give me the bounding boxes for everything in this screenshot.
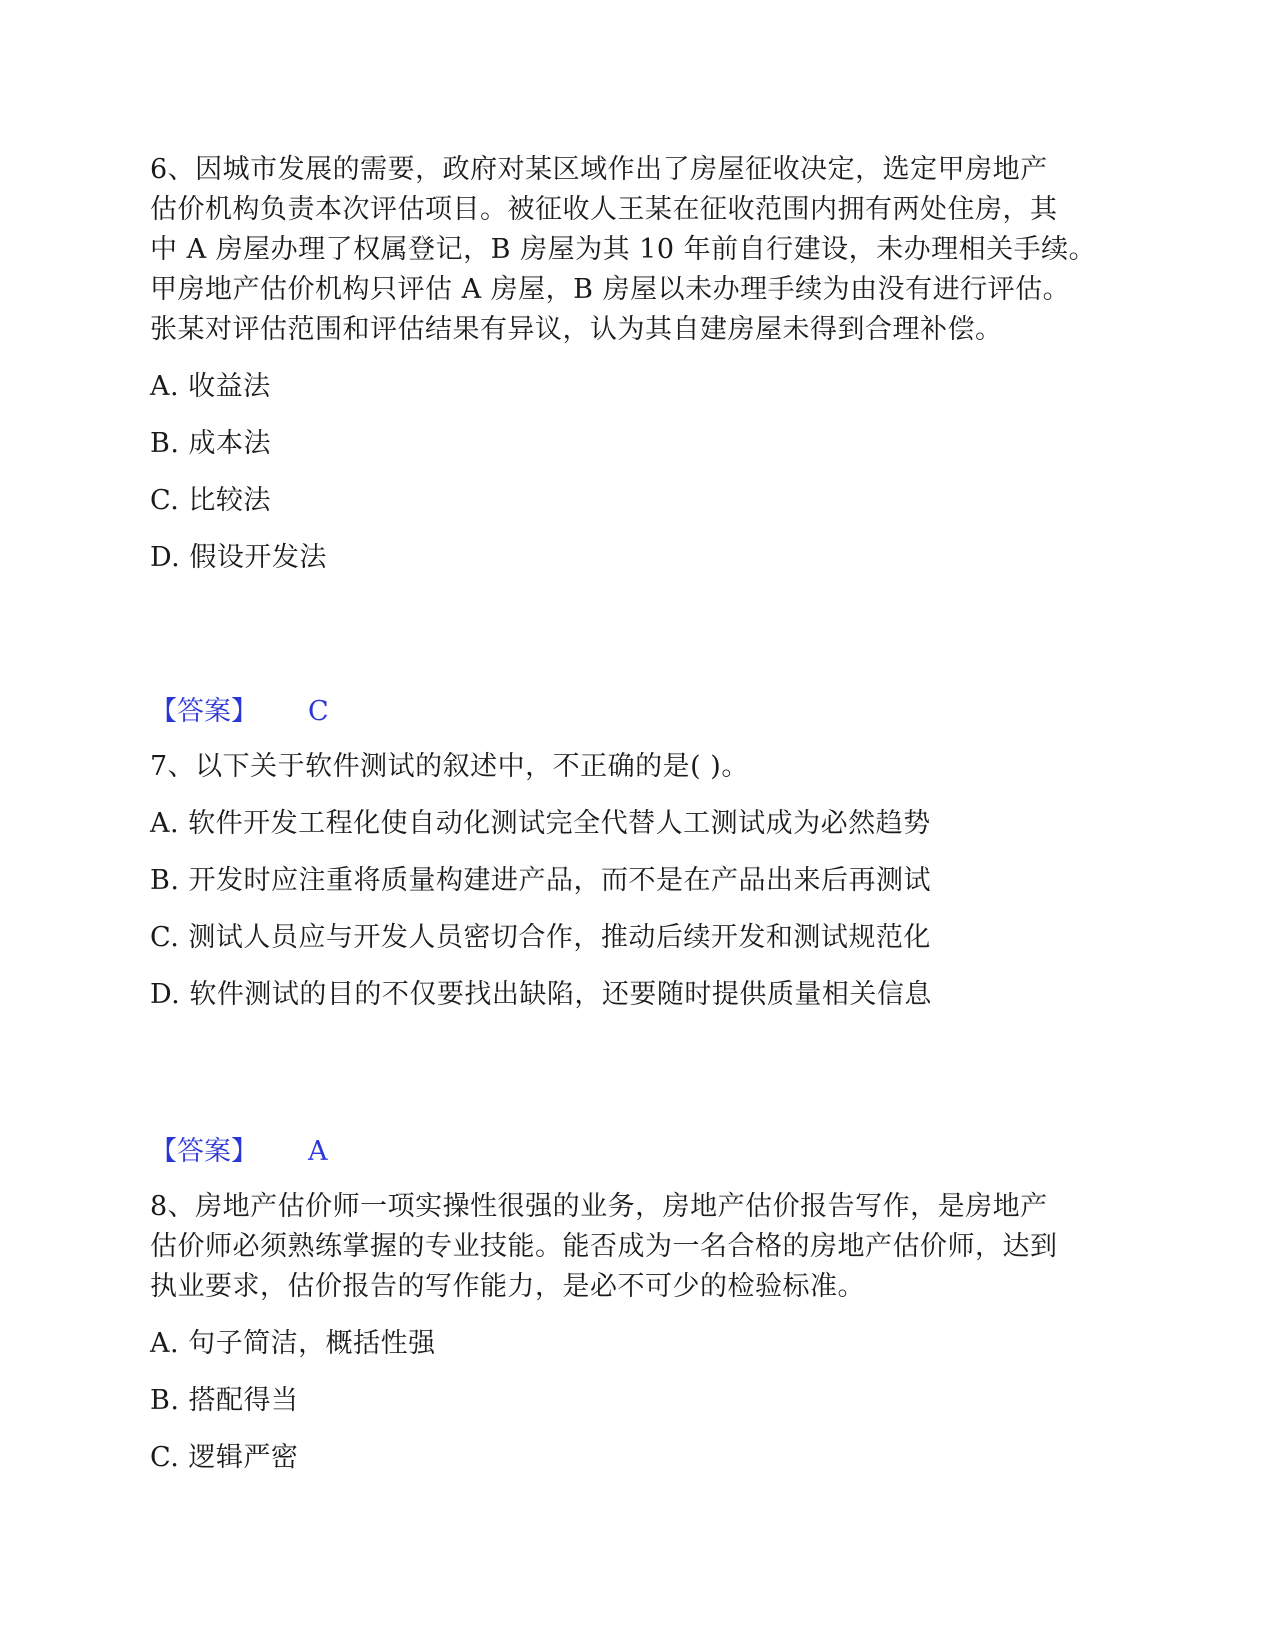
question-7 (150, 747, 1110, 1015)
question-6 (150, 150, 1110, 578)
answer-label: 【答案】 (150, 696, 258, 727)
option-b: B. 成本法 (150, 428, 272, 459)
question-stem: 8、房地产估价师一项实操性很强的业务，房地产估价报告写作，是房地产 估价师必须熟练掌握的专业技能。能否成为一名合格的房地产估价师，达到 执业要求，估价报告的写作能力，是必不可少的检验标准。 (150, 1191, 1058, 1302)
option-d: D. 假设开发法 (150, 542, 327, 573)
option-c: C. 测试人员应与开发人员密切合作，推动后续开发和测试规范化 (150, 922, 931, 953)
answer-label: 【答案】 (150, 1136, 258, 1167)
option-a: A. 软件开发工程化使自动化测试完全代替人工测试成为必然趋势 (150, 808, 931, 839)
answer-value: C (308, 696, 329, 727)
question-8 (150, 1187, 1110, 1478)
option-a: A. 收益法 (150, 371, 271, 402)
option-c: C. 比较法 (150, 485, 271, 516)
option-b: B. 搭配得当 (150, 1385, 299, 1416)
question-stem: 6、因城市发展的需要，政府对某区域作出了房屋征收决定，选定甲房地产 估价机构负责本次评估项目。被征收人王某在征收范围内拥有两处住房，其 中 A 房屋办理了权属登记，B 房屋为其 10 年前自行建设，未办理相关手续。 甲房地产估价机构只评估 A 房屋，B 房屋以未办理手续为由没有进行评估。 张某对评估范围和评估结果有异议，认为其自建房屋未得到合理补偿。 (150, 154, 1097, 345)
option-b: B. 开发时应注重将质量构建进产品，而不是在产品出来后再测试 (150, 865, 932, 896)
option-a: A. 句子简洁，概括性强 (150, 1328, 436, 1359)
answer-line (150, 1132, 328, 1172)
option-d: D. 软件测试的目的不仅要找出缺陷，还要随时提供质量相关信息 (150, 979, 932, 1010)
question-stem: 7、以下关于软件测试的叙述中，不正确的是( )。 (150, 751, 749, 782)
answer-line (150, 692, 329, 732)
answer-value: A (308, 1136, 328, 1167)
option-c: C. 逻辑严密 (150, 1442, 299, 1473)
